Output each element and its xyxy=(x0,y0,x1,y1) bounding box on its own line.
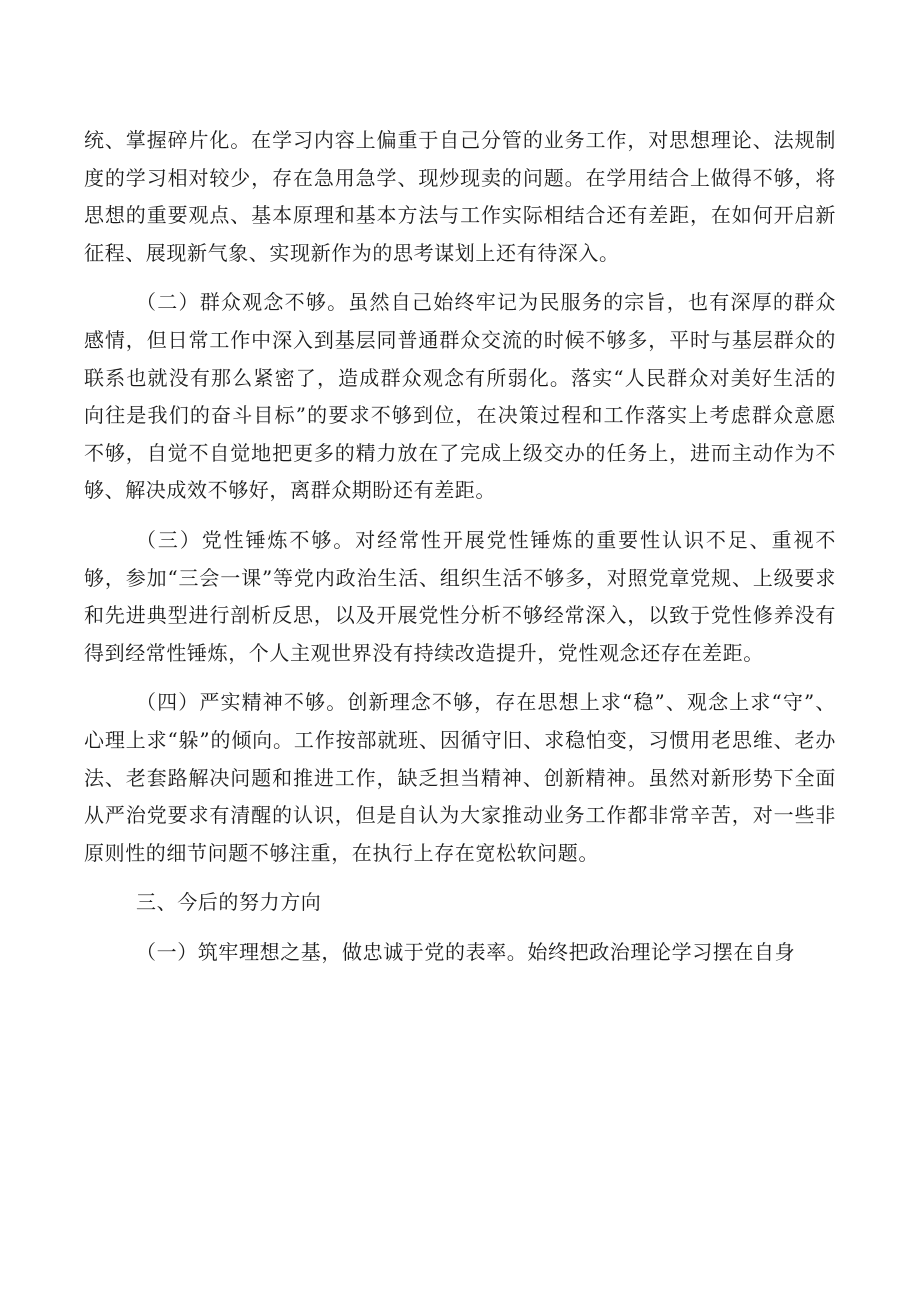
document-body xyxy=(84,122,836,983)
paragraph-continued: 统、掌握碎片化。在学习内容上偏重于自己分管的业务工作，对思想理论、法规制度的学习相对较少，存在急用急学、现炒现卖的问题。在学用结合上做得不够，将思想的重要观点、基本原理和基本方法与工作实际相结合还有差距，在如何开启新征程、展现新气象、实现新作为的思考谋划上还有待深入。 xyxy=(84,128,836,265)
paragraph-ideal-foundation: （一）筑牢理想之基，做忠诚于党的表率。始终把政治理论学习摆在自身 xyxy=(136,939,796,964)
paragraph-mass-concept: （二）群众观念不够。虽然自己始终牢记为民服务的宗旨，也有深厚的群众感情，但日常工作中深入到基层同普通群众交流的时候不够多，平时与基层群众的联系也就没有那么紧密了，造成群众观念有所弱化。落实“人民群众对美好生活的向往是我们的奋斗目标”的要求不够到位，在决策过程和工作落实上考虑群众意愿不够，自觉不自觉地把更多的精力放在了完成上级交办的任务上，进而主动作为不够、解决成效不够好，离群众期盼还有差距。 xyxy=(84,290,836,503)
paragraph-strict-spirit: （四）严实精神不够。创新理念不够，存在思想上求“稳”、观念上求“守”、心理上求“躲”的倾向。工作按部就班、因循守旧、求稳怕变，习惯用老思维、老办法、老套路解决问题和推进工作，缺乏担当精神、创新精神。虽然对新形势下全面从严治党要求有清醒的认识，但是自认为大家推动业务工作都非常辛苦，对一些非原则性的细节问题不够注重，在执行上存在宽松软问题。 xyxy=(84,690,836,865)
section-heading: 三、今后的努力方向 xyxy=(136,890,322,915)
paragraph-party-spirit: （三）党性锤炼不够。对经常性开展党性锤炼的重要性认识不足、重视不够，参加“三会一课”等党内政治生活、组织生活不够多，对照党章党规、上级要求和先进典型进行剖析反思，以及开展党性分析不够经常深入，以致于党性修养没有得到经常性锤炼，个人主观世界没有持续改造提升，党性观念还存在差距。 xyxy=(84,527,836,665)
